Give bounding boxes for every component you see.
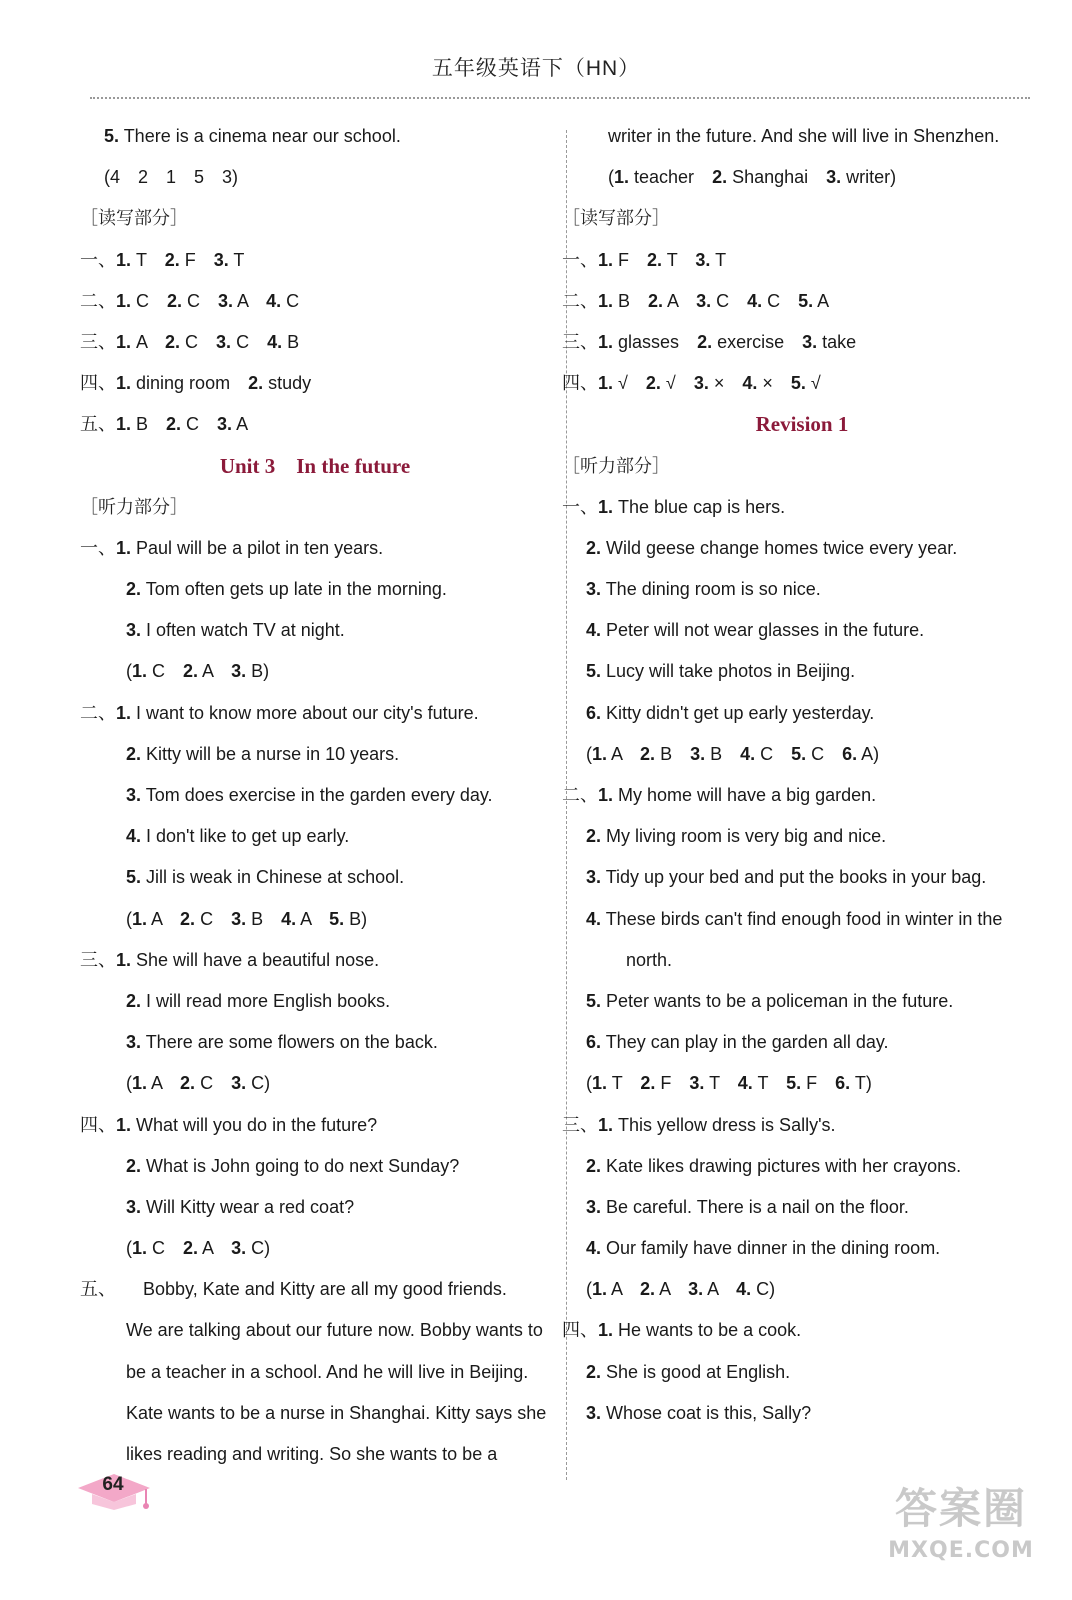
answer-line: be a teacher in a school. And he will live in Beijing. [126,1361,529,1382]
answer-line: (1. A 2. B 3. B 4. C 5. C 6. A) [586,743,880,764]
section-label: ［听力部分］ [80,496,188,517]
answer-line: 6. Kitty didn't get up early yesterday. [586,702,875,723]
answer-line: 三、1. glasses 2. exercise 3. take [562,331,857,352]
answer-line: Kate wants to be a nurse in Shanghai. Kitty says she [126,1402,547,1423]
answer-line: 3. Whose coat is this, Sally? [586,1402,812,1423]
answer-line: 2. I will read more English books. [126,990,391,1011]
answer-line: 2. Kitty will be a nurse in 10 years. [126,743,400,764]
section-label: ［听力部分］ [562,455,670,476]
answer-line: 二、1. B 2. A 3. C 4. C 5. A [562,290,830,311]
answer-line: 三、1. This yellow dress is Sally's. [562,1114,836,1135]
section-label: ［读写部分］ [80,208,188,229]
answer-line: 一、1. Paul will be a pilot in ten years. [80,537,384,558]
answer-line: 五、 Bobby, Kate and Kitty are all my good friends. [80,1279,507,1300]
answer-line: 四、1. √ 2. √ 3. × 4. × 5. √ [562,373,821,394]
answer-line: (1. C 2. A 3. C) [126,1238,271,1259]
answer-line: 二、1. My home will have a big garden. [562,785,877,805]
section-label: ［读写部分］ [562,208,670,229]
answer-line: 2. My living room is very big and nice. [586,826,887,847]
answer-line: 2. Wild geese change homes twice every year. [586,537,958,558]
answer-line: 5. There is a cinema near our school. [104,126,401,146]
answer-line: 四、1. He wants to be a cook. [562,1320,802,1341]
unit-heading: Unit 3 In the future [219,453,411,478]
answer-line: 三、1. She will have a beautiful nose. [80,949,380,970]
answer-line: 3. Tom does exercise in the garden every day. [126,785,493,805]
answer-line: 四、1. dining room 2. study [80,373,312,394]
header-divider [90,97,1030,99]
right-column [562,116,1042,1434]
answer-line: 5. Peter wants to be a policeman in the future. [586,990,954,1011]
answer-line: 5. Lucy will take photos in Beijing. [586,661,856,682]
answer-line: 3. Be careful. There is a nail on the floor. [586,1196,909,1217]
answer-line: (1. T 2. F 3. T 4. T 5. F 6. T) [586,1073,872,1094]
answer-line: 一、1. F 2. T 3. T [562,249,727,270]
answer-line: 2. Tom often gets up late in the morning. [126,579,447,600]
answer-line: 一、1. T 2. F 3. T [80,249,245,270]
page-number: 64 [102,1474,124,1495]
answer-line: likes reading and writing. So she wants to be a [126,1444,498,1464]
answer-line: (1. A 2. A 3. A 4. C) [586,1279,776,1300]
answer-line: (1. C 2. A 3. B) [126,661,270,682]
watermark [886,1480,1036,1590]
watermark-url: MXQE.COM [888,1538,1034,1563]
answer-line: 二、1. I want to know more about our city's future. [80,702,479,723]
answer-line: (1. A 2. C 3. C) [126,1073,271,1094]
page-header-title: 五年级英语下（HN） [431,57,641,80]
answer-line: 五、1. B 2. C 3. A [80,414,249,435]
answer-line: (1. A 2. C 3. B 4. A 5. B) [126,908,368,929]
answer-line: 6. They can play in the garden all day. [586,1032,889,1053]
answer-line: 3. Tidy up your bed and put the books in your bag. [586,867,987,888]
answer-line: 4. Peter will not wear glasses in the future. [586,620,925,641]
answer-line: north. [608,949,673,970]
answer-line: (4 2 1 5 3) [104,167,239,188]
answer-line: (1. teacher 2. Shanghai 3. writer) [608,167,897,188]
answer-line: 四、1. What will you do in the future? [80,1114,378,1135]
answer-line: 三、1. A 2. C 3. C 4. B [80,331,300,352]
answer-line: 3. Will Kitty wear a red coat? [126,1196,355,1217]
answer-line: 4. I don't like to get up early. [126,826,350,847]
answer-line: 一、1. The blue cap is hers. [562,496,786,517]
answer-line: 3. I often watch TV at night. [126,620,345,641]
page-number-badge [70,1468,156,1512]
left-column [80,116,550,1475]
answer-line: 3. The dining room is so nice. [586,579,821,600]
answer-line: 2. What is John going to do next Sunday? [126,1155,460,1176]
watermark-logo-text: 答案圈 [894,1484,1027,1533]
answer-line: 2. Kate likes drawing pictures with her crayons. [586,1155,962,1176]
answer-line: writer in the future. And she will live in Shenzhen. [608,126,1000,146]
answer-line: 二、1. C 2. C 3. A 4. C [80,290,300,311]
answer-line: 3. There are some flowers on the back. [126,1032,438,1053]
answer-line: 2. She is good at English. [586,1361,791,1382]
answer-line: 4. These birds can't find enough food in winter in the [586,908,1003,929]
answer-line: We are talking about our future now. Bobby wants to [126,1320,543,1341]
answer-line: 5. Jill is weak in Chinese at school. [126,867,405,888]
unit-heading: Revision 1 [755,412,849,437]
answer-line: 4. Our family have dinner in the dining room. [586,1238,941,1259]
